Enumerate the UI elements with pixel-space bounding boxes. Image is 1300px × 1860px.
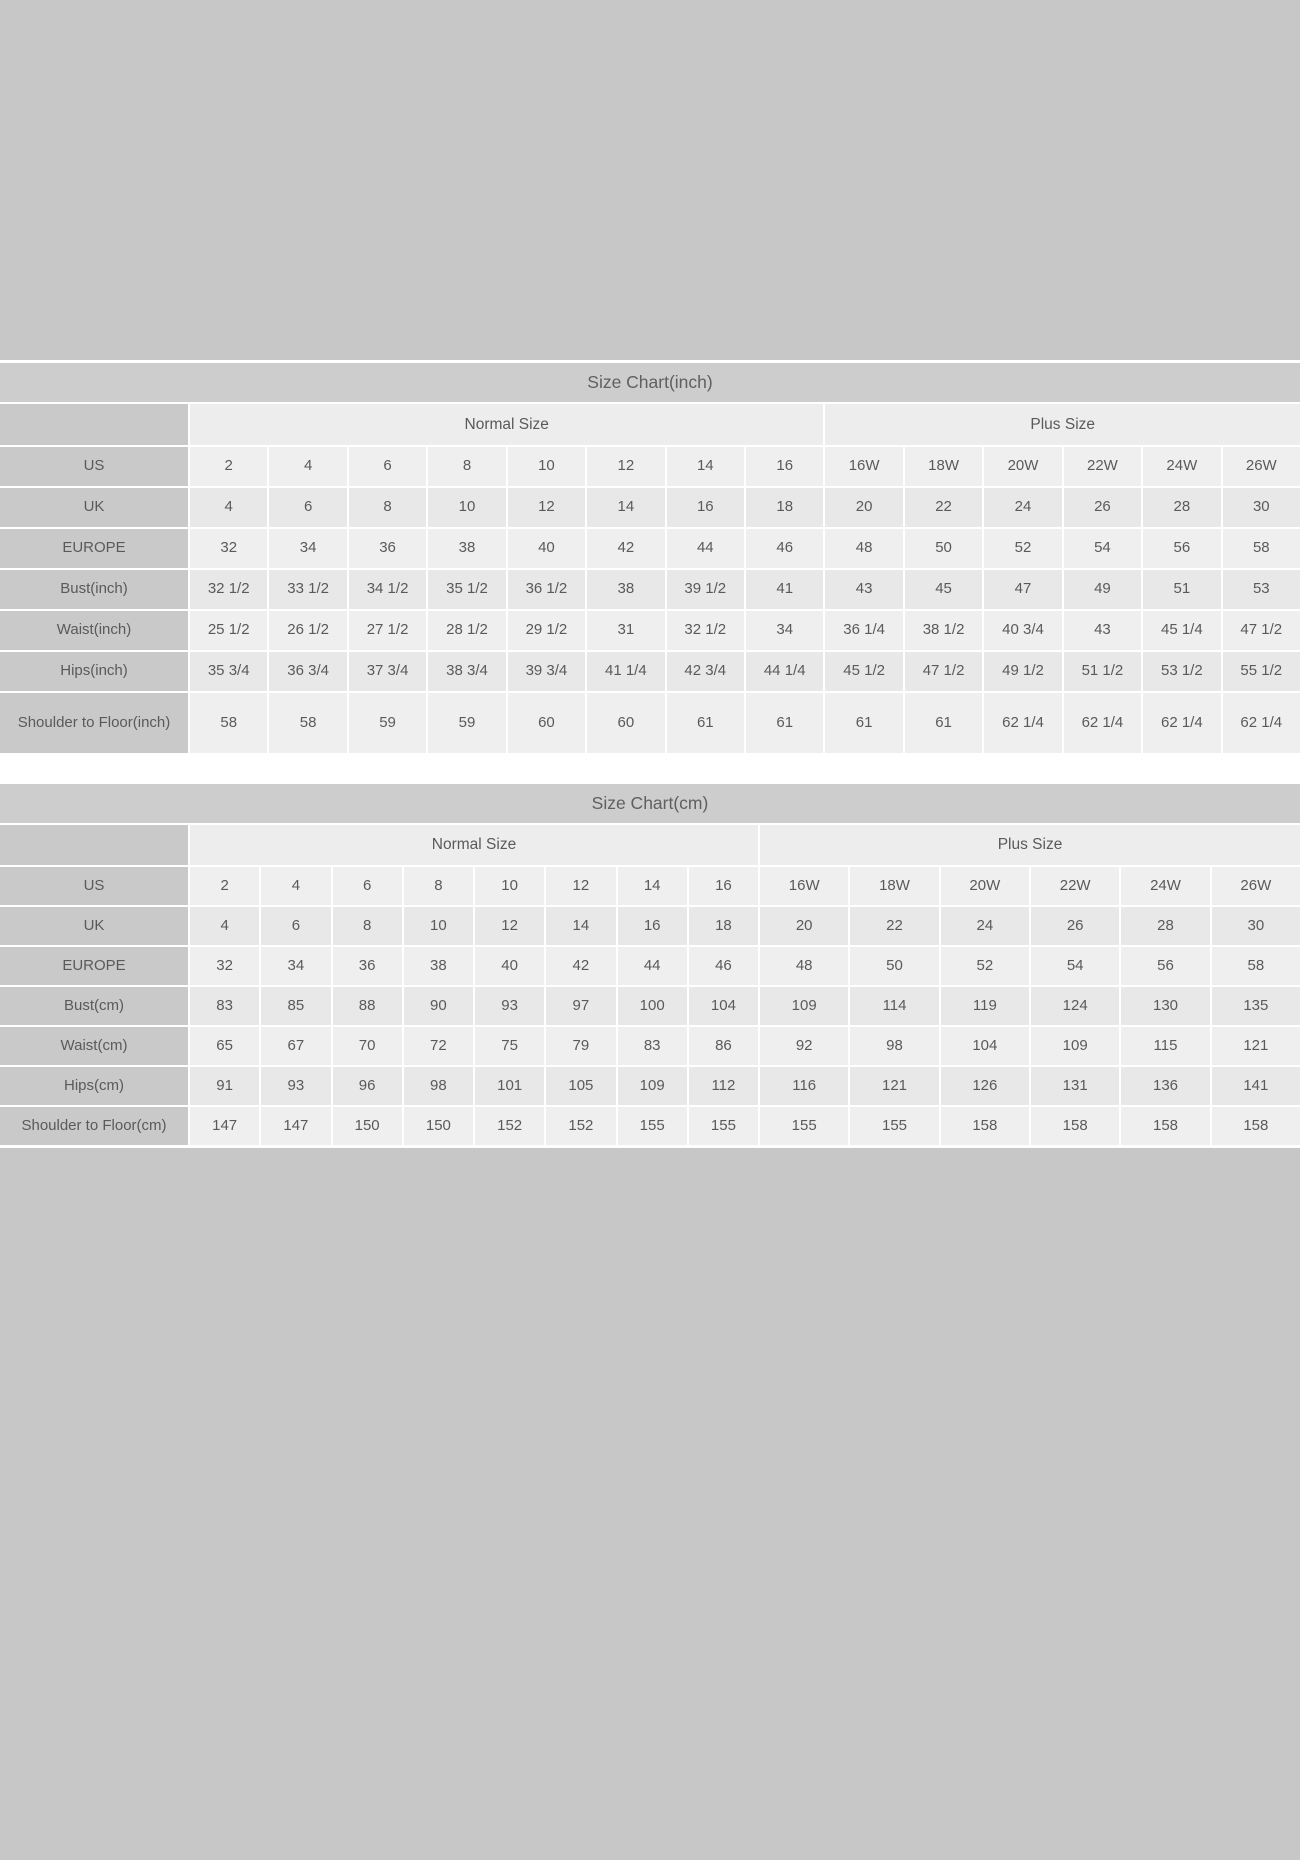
size-value-cell: 147 [190,1107,259,1145]
size-value-cell: 16W [760,867,848,905]
size-value-cell: 38 [428,529,505,568]
size-value-cell: 18W [850,867,938,905]
size-value-cell: 75 [475,1027,544,1065]
size-value-cell: 14 [587,488,664,527]
size-value-cell: 62 1/4 [1064,693,1141,753]
size-value-cell: 152 [546,1107,615,1145]
size-value-cell: 98 [850,1027,938,1065]
size-value-cell: 2 [190,867,259,905]
size-value-cell: 32 1/2 [190,570,267,609]
size-value-cell: 10 [475,867,544,905]
size-value-cell: 43 [1064,611,1141,650]
table-divider [0,753,1300,784]
size-value-cell: 6 [333,867,402,905]
size-value-cell: 34 1/2 [349,570,426,609]
size-value-cell: 32 [190,529,267,568]
size-value-cell: 92 [760,1027,848,1065]
row-label: Shoulder to Floor(inch) [0,693,188,753]
size-value-cell: 39 1/2 [667,570,744,609]
size-value-cell: 38 [404,947,473,985]
size-value-cell: 104 [941,1027,1029,1065]
size-value-cell: 20W [984,447,1061,486]
size-value-cell: 62 1/4 [984,693,1061,753]
size-value-cell: 41 [746,570,823,609]
size-value-cell: 79 [546,1027,615,1065]
size-value-cell: 8 [333,907,402,945]
size-value-cell: 10 [428,488,505,527]
size-value-cell: 56 [1121,947,1209,985]
size-value-cell: 121 [1212,1027,1300,1065]
size-value-cell: 45 [905,570,982,609]
size-value-cell: 34 [746,611,823,650]
column-group-label: Plus Size [825,404,1300,445]
size-value-cell: 150 [404,1107,473,1145]
size-value-cell: 45 1/2 [825,652,902,691]
size-value-cell: 49 [1064,570,1141,609]
size-value-cell: 97 [546,987,615,1025]
row-label: Hips(cm) [0,1067,188,1105]
size-value-cell: 14 [667,447,744,486]
size-value-cell: 130 [1121,987,1209,1025]
size-value-cell: 22W [1064,447,1141,486]
size-value-cell: 115 [1121,1027,1209,1065]
size-value-cell: 36 1/2 [508,570,585,609]
size-value-cell: 54 [1064,529,1141,568]
size-value-cell: 44 [618,947,687,985]
table-title: Size Chart(inch) [0,363,1300,402]
size-chart-inch-table [0,363,1300,753]
size-value-cell: 29 1/2 [508,611,585,650]
size-value-cell: 34 [261,947,330,985]
size-value-cell: 12 [508,488,585,527]
size-value-cell: 32 1/2 [667,611,744,650]
size-value-cell: 18 [746,488,823,527]
size-value-cell: 12 [587,447,664,486]
size-value-cell: 38 1/2 [905,611,982,650]
size-value-cell: 36 3/4 [269,652,346,691]
size-value-cell: 8 [349,488,426,527]
size-value-cell: 119 [941,987,1029,1025]
size-value-cell: 47 1/2 [1223,611,1300,650]
size-value-cell: 22 [850,907,938,945]
row-label: Waist(cm) [0,1027,188,1065]
size-value-cell: 54 [1031,947,1119,985]
size-value-cell: 58 [1223,529,1300,568]
size-value-cell: 6 [261,907,330,945]
corner-cell [0,404,188,445]
size-value-cell: 114 [850,987,938,1025]
size-value-cell: 101 [475,1067,544,1105]
size-value-cell: 46 [689,947,758,985]
size-value-cell: 152 [475,1107,544,1145]
row-label: Bust(cm) [0,987,188,1025]
size-value-cell: 20 [760,907,848,945]
size-value-cell: 14 [546,907,615,945]
size-value-cell: 28 [1121,907,1209,945]
size-value-cell: 36 1/4 [825,611,902,650]
size-value-cell: 26 [1031,907,1119,945]
size-value-cell: 4 [190,907,259,945]
size-value-cell: 59 [428,693,505,753]
size-value-cell: 155 [850,1107,938,1145]
size-value-cell: 93 [261,1067,330,1105]
size-value-cell: 16 [667,488,744,527]
size-value-cell: 67 [261,1027,330,1065]
size-value-cell: 104 [689,987,758,1025]
size-value-cell: 155 [618,1107,687,1145]
size-value-cell: 32 [190,947,259,985]
size-value-cell: 51 [1143,570,1220,609]
size-value-cell: 40 3/4 [984,611,1061,650]
size-value-cell: 28 1/2 [428,611,505,650]
size-value-cell: 34 [269,529,346,568]
size-value-cell: 41 1/4 [587,652,664,691]
size-value-cell: 18W [905,447,982,486]
size-value-cell: 24 [984,488,1061,527]
size-value-cell: 135 [1212,987,1300,1025]
size-value-cell: 27 1/2 [349,611,426,650]
size-value-cell: 155 [689,1107,758,1145]
size-value-cell: 16 [746,447,823,486]
size-value-cell: 47 [984,570,1061,609]
size-value-cell: 43 [825,570,902,609]
size-value-cell: 150 [333,1107,402,1145]
size-value-cell: 12 [475,907,544,945]
size-value-cell: 58 [190,693,267,753]
size-value-cell: 88 [333,987,402,1025]
size-value-cell: 22 [905,488,982,527]
row-label: US [0,867,188,905]
size-value-cell: 35 3/4 [190,652,267,691]
size-value-cell: 24W [1143,447,1220,486]
size-value-cell: 126 [941,1067,1029,1105]
size-value-cell: 20 [825,488,902,527]
size-value-cell: 61 [905,693,982,753]
size-value-cell: 58 [269,693,346,753]
size-value-cell: 109 [760,987,848,1025]
size-value-cell: 61 [667,693,744,753]
size-value-cell: 36 [333,947,402,985]
row-label: Waist(inch) [0,611,188,650]
size-value-cell: 33 1/2 [269,570,346,609]
size-value-cell: 2 [190,447,267,486]
size-value-cell: 86 [689,1027,758,1065]
row-label: Hips(inch) [0,652,188,691]
size-value-cell: 61 [825,693,902,753]
size-value-cell: 131 [1031,1067,1119,1105]
row-label: US [0,447,188,486]
column-group-label: Plus Size [760,825,1300,865]
size-value-cell: 100 [618,987,687,1025]
size-value-cell: 112 [689,1067,758,1105]
size-value-cell: 42 3/4 [667,652,744,691]
size-value-cell: 147 [261,1107,330,1145]
size-value-cell: 25 1/2 [190,611,267,650]
size-value-cell: 40 [508,529,585,568]
size-value-cell: 26 [1064,488,1141,527]
size-value-cell: 60 [587,693,664,753]
size-value-cell: 48 [825,529,902,568]
size-value-cell: 37 3/4 [349,652,426,691]
size-value-cell: 12 [546,867,615,905]
size-value-cell: 4 [261,867,330,905]
size-value-cell: 53 [1223,570,1300,609]
size-value-cell: 10 [508,447,585,486]
size-value-cell: 4 [190,488,267,527]
size-value-cell: 16 [618,907,687,945]
row-label: EUROPE [0,529,188,568]
size-value-cell: 22W [1031,867,1119,905]
size-chart-page [0,360,1300,1148]
size-value-cell: 49 1/2 [984,652,1061,691]
size-value-cell: 155 [760,1107,848,1145]
size-value-cell: 30 [1223,488,1300,527]
table-title: Size Chart(cm) [0,784,1300,823]
size-value-cell: 90 [404,987,473,1025]
size-value-cell: 141 [1212,1067,1300,1105]
size-value-cell: 47 1/2 [905,652,982,691]
size-value-cell: 38 [587,570,664,609]
size-value-cell: 8 [428,447,505,486]
size-value-cell: 93 [475,987,544,1025]
size-value-cell: 83 [618,1027,687,1065]
size-value-cell: 48 [760,947,848,985]
column-group-label: Normal Size [190,404,823,445]
size-value-cell: 4 [269,447,346,486]
size-value-cell: 51 1/2 [1064,652,1141,691]
size-value-cell: 55 1/2 [1223,652,1300,691]
size-value-cell: 158 [1031,1107,1119,1145]
size-value-cell: 56 [1143,529,1220,568]
size-value-cell: 44 [667,529,744,568]
size-value-cell: 109 [1031,1027,1119,1065]
size-value-cell: 44 1/4 [746,652,823,691]
size-value-cell: 83 [190,987,259,1025]
size-value-cell: 53 1/2 [1143,652,1220,691]
size-value-cell: 98 [404,1067,473,1105]
size-value-cell: 61 [746,693,823,753]
size-value-cell: 31 [587,611,664,650]
size-value-cell: 62 1/4 [1223,693,1300,753]
size-value-cell: 6 [269,488,346,527]
size-value-cell: 60 [508,693,585,753]
size-value-cell: 20W [941,867,1029,905]
size-value-cell: 65 [190,1027,259,1065]
size-value-cell: 59 [349,693,426,753]
row-label: EUROPE [0,947,188,985]
size-value-cell: 109 [618,1067,687,1105]
size-value-cell: 50 [905,529,982,568]
size-value-cell: 35 1/2 [428,570,505,609]
size-value-cell: 158 [941,1107,1029,1145]
size-value-cell: 40 [475,947,544,985]
size-value-cell: 52 [984,529,1061,568]
size-value-cell: 72 [404,1027,473,1065]
size-value-cell: 62 1/4 [1143,693,1220,753]
row-label: UK [0,907,188,945]
column-group-label: Normal Size [190,825,758,865]
size-value-cell: 39 3/4 [508,652,585,691]
size-value-cell: 85 [261,987,330,1025]
size-value-cell: 16W [825,447,902,486]
size-value-cell: 136 [1121,1067,1209,1105]
size-value-cell: 8 [404,867,473,905]
size-value-cell: 42 [587,529,664,568]
size-value-cell: 158 [1212,1107,1300,1145]
size-value-cell: 18 [689,907,758,945]
size-value-cell: 70 [333,1027,402,1065]
size-value-cell: 36 [349,529,426,568]
size-value-cell: 158 [1121,1107,1209,1145]
size-value-cell: 52 [941,947,1029,985]
size-value-cell: 10 [404,907,473,945]
row-label: Bust(inch) [0,570,188,609]
size-value-cell: 46 [746,529,823,568]
size-charts-container [0,360,1300,1148]
size-value-cell: 50 [850,947,938,985]
size-value-cell: 26 1/2 [269,611,346,650]
size-value-cell: 124 [1031,987,1119,1025]
corner-cell [0,825,188,865]
size-value-cell: 42 [546,947,615,985]
size-value-cell: 38 3/4 [428,652,505,691]
size-value-cell: 91 [190,1067,259,1105]
size-value-cell: 28 [1143,488,1220,527]
row-label: Shoulder to Floor(cm) [0,1107,188,1145]
size-value-cell: 121 [850,1067,938,1105]
size-value-cell: 24W [1121,867,1209,905]
size-value-cell: 30 [1212,907,1300,945]
size-value-cell: 58 [1212,947,1300,985]
size-value-cell: 26W [1212,867,1300,905]
row-label: UK [0,488,188,527]
size-value-cell: 14 [618,867,687,905]
size-value-cell: 45 1/4 [1143,611,1220,650]
size-value-cell: 96 [333,1067,402,1105]
size-value-cell: 116 [760,1067,848,1105]
size-value-cell: 26W [1223,447,1300,486]
size-value-cell: 105 [546,1067,615,1105]
size-chart-cm-table [0,784,1300,1145]
size-value-cell: 16 [689,867,758,905]
size-value-cell: 6 [349,447,426,486]
size-value-cell: 24 [941,907,1029,945]
